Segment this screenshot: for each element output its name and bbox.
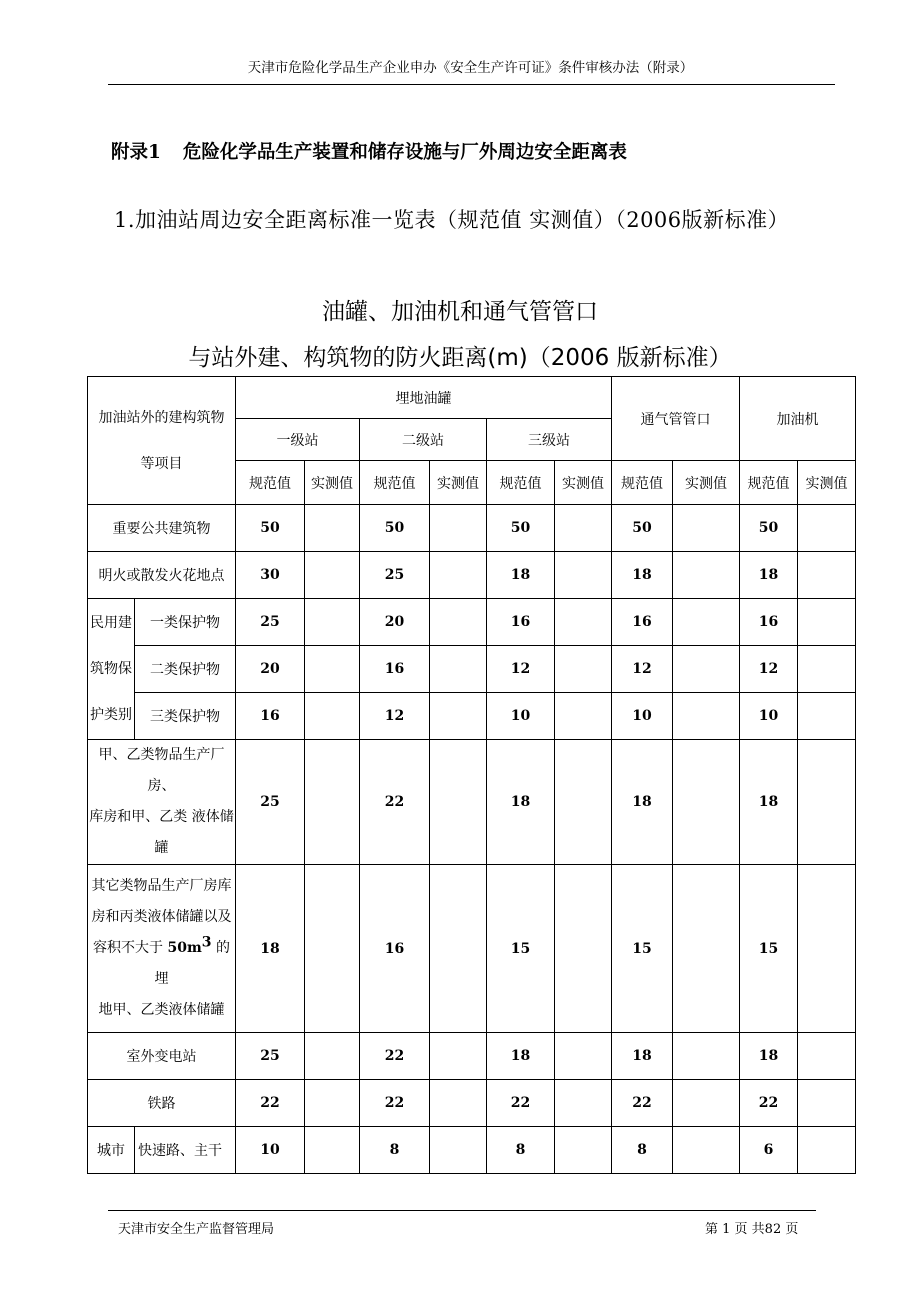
std-value: 12 — [487, 646, 555, 693]
measured-value — [430, 552, 487, 599]
measured-value — [798, 552, 856, 599]
std-value: 18 — [236, 865, 305, 1033]
std-value: 20 — [236, 646, 305, 693]
std-value: 10 — [740, 693, 798, 740]
table-row — [88, 693, 856, 740]
measured-value — [798, 1033, 856, 1080]
measured-value — [305, 1080, 360, 1127]
std-value: 30 — [236, 552, 305, 599]
measured-value — [673, 1080, 740, 1127]
measured-value — [430, 865, 487, 1033]
measured-value — [430, 599, 487, 646]
std-header: 规范值 — [236, 461, 305, 505]
measured-value — [798, 740, 856, 865]
std-value: 15 — [487, 865, 555, 1033]
road-group-label: 城市 — [88, 1127, 135, 1174]
std-value: 18 — [740, 740, 798, 865]
std-value: 25 — [236, 1033, 305, 1080]
std-value: 50 — [612, 505, 673, 552]
measured-value — [673, 1127, 740, 1174]
measured-value — [305, 599, 360, 646]
row-label: 室外变电站 — [88, 1033, 236, 1080]
std-value: 50 — [236, 505, 305, 552]
page-number: 第 1 页 共82 页 — [705, 1222, 799, 1237]
running-header: 天津市危险化学品生产企业申办《安全生产许可证》条件审核办法（附录） — [247, 60, 694, 76]
std-value: 10 — [487, 693, 555, 740]
std-value: 16 — [740, 599, 798, 646]
table-row — [88, 552, 856, 599]
measured-value — [798, 646, 856, 693]
row-label: 二类保护物 — [135, 646, 236, 693]
appendix-heading — [111, 138, 627, 164]
measured-value — [798, 505, 856, 552]
std-value: 50 — [740, 505, 798, 552]
distance-table — [87, 376, 856, 1174]
std-value: 22 — [360, 1080, 430, 1127]
table-row — [88, 865, 856, 1033]
measured-value — [673, 599, 740, 646]
level3-header: 三级站 — [487, 419, 612, 461]
row-label — [88, 865, 236, 1033]
footer-rule — [108, 1210, 816, 1211]
measured-value — [555, 505, 612, 552]
row-label-line: 地甲、乙类液体储罐 — [98, 1002, 225, 1018]
row-label: 铁路 — [88, 1080, 236, 1127]
row-label — [88, 740, 236, 865]
measured-value — [305, 1033, 360, 1080]
std-header: 规范值 — [487, 461, 555, 505]
row-label-line: 库房和甲、乙类 液体储 — [89, 809, 234, 825]
std-value: 50 — [487, 505, 555, 552]
civil-group-line1: 民用建 — [90, 615, 132, 631]
measured-value — [673, 865, 740, 1033]
row-label-line1: 加油站外的建构筑物 — [98, 409, 225, 426]
measured-value — [673, 693, 740, 740]
measured-value — [305, 693, 360, 740]
measured-value — [430, 740, 487, 865]
table-header-row-1 — [88, 377, 856, 419]
std-value: 16 — [612, 599, 673, 646]
measured-value — [673, 552, 740, 599]
measured-value — [555, 1080, 612, 1127]
table-row — [88, 505, 856, 552]
appendix-number: 附录1 — [111, 142, 161, 163]
std-value: 16 — [236, 693, 305, 740]
level1-header: 一级站 — [236, 419, 360, 461]
measured-header: 实测值 — [430, 461, 487, 505]
measured-value — [305, 552, 360, 599]
measured-header: 实测值 — [305, 461, 360, 505]
row-label-line2: 等项目 — [140, 455, 183, 472]
civil-group-line2: 筑物保 — [90, 661, 132, 677]
std-value: 18 — [612, 740, 673, 865]
measured-header: 实测值 — [798, 461, 856, 505]
table-row — [88, 740, 856, 865]
std-value: 18 — [612, 1033, 673, 1080]
measured-value — [430, 646, 487, 693]
measured-value — [305, 505, 360, 552]
row-label-line: 容积不大于 — [93, 940, 164, 956]
row-label: 重要公共建筑物 — [88, 505, 236, 552]
row-label-line: 罐 — [154, 840, 169, 856]
measured-value — [555, 552, 612, 599]
tank-group-header: 埋地油罐 — [236, 377, 612, 419]
table-row — [88, 1033, 856, 1080]
measured-value — [798, 1080, 856, 1127]
std-value: 8 — [360, 1127, 430, 1174]
volume-value: 50m — [167, 940, 202, 956]
measured-value — [430, 693, 487, 740]
measured-value — [673, 505, 740, 552]
measured-value — [555, 693, 612, 740]
measured-value — [430, 1127, 487, 1174]
std-value: 20 — [360, 599, 430, 646]
measured-value — [430, 1033, 487, 1080]
std-value: 8 — [487, 1127, 555, 1174]
measured-value — [305, 646, 360, 693]
std-value: 18 — [487, 552, 555, 599]
table-row — [88, 646, 856, 693]
std-header: 规范值 — [612, 461, 673, 505]
measured-value — [798, 865, 856, 1033]
measured-value — [673, 646, 740, 693]
measured-value — [305, 865, 360, 1033]
measured-value — [798, 693, 856, 740]
measured-header: 实测值 — [555, 461, 612, 505]
measured-value — [673, 1033, 740, 1080]
std-value: 18 — [487, 740, 555, 865]
std-value: 25 — [236, 740, 305, 865]
table-row — [88, 1080, 856, 1127]
section-heading: 1.加油站周边安全距离标准一览表（规范值 实测值）（2006版新标准） — [114, 208, 790, 232]
std-header: 规范值 — [360, 461, 430, 505]
civil-group-label — [88, 599, 135, 740]
measured-value — [305, 740, 360, 865]
row-label-line: 甲、乙类物品生产厂房、 — [98, 747, 225, 794]
std-value: 50 — [360, 505, 430, 552]
std-value: 22 — [360, 1033, 430, 1080]
measured-value — [798, 1127, 856, 1174]
std-value: 12 — [360, 693, 430, 740]
footer-organization: 天津市安全生产监督管理局 — [118, 1222, 275, 1237]
level2-header: 二级站 — [360, 419, 487, 461]
std-value: 16 — [487, 599, 555, 646]
std-value: 6 — [740, 1127, 798, 1174]
measured-value — [430, 505, 487, 552]
measured-header: 实测值 — [673, 461, 740, 505]
row-label: 一类保护物 — [135, 599, 236, 646]
std-value: 12 — [612, 646, 673, 693]
std-value: 18 — [612, 552, 673, 599]
table-row — [88, 599, 856, 646]
civil-group-line3: 护类别 — [90, 707, 132, 723]
std-value: 22 — [236, 1080, 305, 1127]
row-label: 三类保护物 — [135, 693, 236, 740]
std-value: 25 — [360, 552, 430, 599]
std-value: 12 — [740, 646, 798, 693]
measured-value — [430, 1080, 487, 1127]
std-value: 15 — [740, 865, 798, 1033]
table-row — [88, 1127, 856, 1174]
std-value: 22 — [360, 740, 430, 865]
row-label-line: 其它类物品生产厂房库 — [91, 878, 232, 894]
table-title-line2: 与站外建、构筑物的防火距离(m)（2006 版新标准） — [188, 345, 732, 371]
std-value: 16 — [360, 646, 430, 693]
table-title-line1: 油罐、加油机和通气管管口 — [322, 299, 598, 325]
std-value: 18 — [740, 552, 798, 599]
std-value: 10 — [612, 693, 673, 740]
measured-value — [798, 599, 856, 646]
std-value: 18 — [487, 1033, 555, 1080]
std-value: 18 — [740, 1033, 798, 1080]
measured-value — [555, 599, 612, 646]
measured-value — [555, 646, 612, 693]
measured-value — [555, 1033, 612, 1080]
std-value: 22 — [740, 1080, 798, 1127]
measured-value — [305, 1127, 360, 1174]
std-value: 22 — [612, 1080, 673, 1127]
measured-value — [555, 1127, 612, 1174]
header-rule — [108, 84, 835, 85]
measured-value — [555, 740, 612, 865]
std-value: 16 — [360, 865, 430, 1033]
dispenser-header: 加油机 — [740, 377, 856, 461]
std-value: 10 — [236, 1127, 305, 1174]
row-label-line: 房和丙类液体储罐以及 — [91, 909, 232, 925]
volume-exponent: 3 — [201, 934, 212, 951]
measured-value — [555, 865, 612, 1033]
std-value: 15 — [612, 865, 673, 1033]
appendix-title: 危险化学品生产装置和储存设施与厂外周边安全距离表 — [182, 142, 627, 163]
std-value: 8 — [612, 1127, 673, 1174]
row-label: 明火或散发火花地点 — [88, 552, 236, 599]
std-value: 25 — [236, 599, 305, 646]
row-label: 快速路、主干 — [135, 1127, 236, 1174]
vent-header: 通气管管口 — [612, 377, 740, 461]
std-value: 22 — [487, 1080, 555, 1127]
row-label-line: 的埋 — [154, 940, 230, 987]
std-header: 规范值 — [740, 461, 798, 505]
measured-value — [673, 740, 740, 865]
row-label-header — [88, 377, 236, 505]
